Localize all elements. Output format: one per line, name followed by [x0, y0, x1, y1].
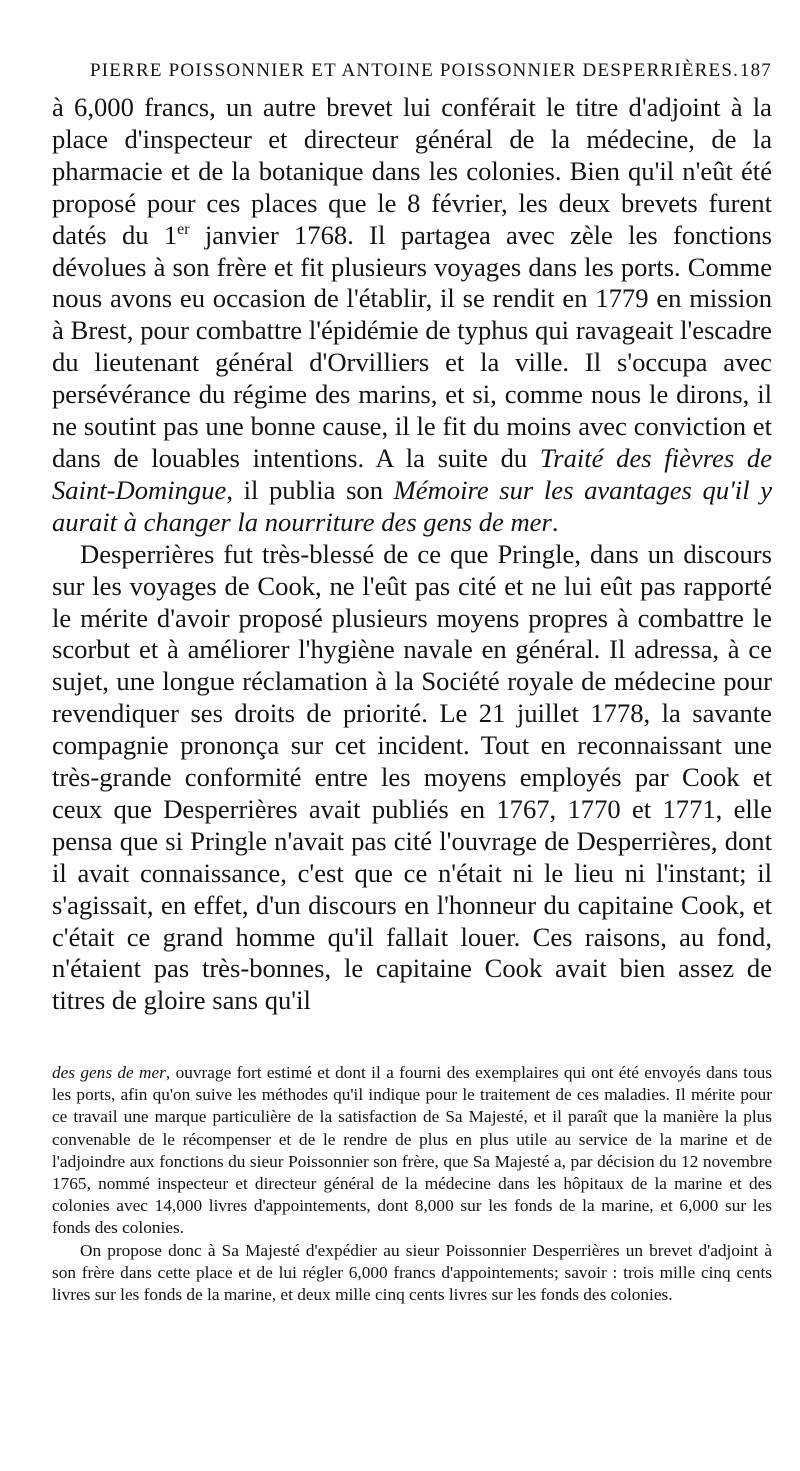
paragraph-1-text-c: , il publia son — [226, 474, 394, 505]
paragraph-1-text-a: à 6,000 francs, un autre brevet lui conférait le titre d'adjoint à la place d'inspecteur et directeur général de la médecine, de la pharmacie et de la botanique dans les colonies. Bien qu'il n'eût été proposé pour ces places que le 8 février, les deux brevets furent datés du 1 — [52, 92, 772, 250]
paragraph-1-text-b: janvier 1768. Il partagea avec zèle les fonctions dévolues à son frère et fit plusieurs voyages dans les ports. Comme nous avons eu occasion de l'établir, il se rendit en 1779 en mission à Brest, pour combattre l'épidémie de typhus qui ravageait l'escadre du lieutenant général d'Orvilliers et la ville. Il s'occupa avec persévérance du régime des marins, et si, comme nous le dirons, il ne soutint pas une bonne cause, il le fit du moins avec conviction et dans de louables intentions. A la suite du — [52, 219, 772, 473]
running-head — [90, 60, 772, 82]
footnotes — [52, 1062, 772, 1306]
paragraph-1-text-d: . — [551, 506, 559, 537]
footnote-italic-title: des gens de mer — [52, 1063, 166, 1082]
work-title-memoire: Mémoire sur les avantages qu'il y aurait à changer la nourriture des gens de mer — [52, 474, 773, 537]
running-title: PIERRE POISSONNIER ET ANTOINE POISSONNIER DESPERRIÈRES. — [90, 60, 740, 81]
paragraph-1 — [52, 92, 772, 539]
page-number: 187 — [739, 60, 772, 81]
footnote-paragraph-2: On propose donc à Sa Majesté d'expédier au sieur Poissonnier Desperrières un brevet d'adjoint à son frère dans cette place et de lui régler 6,000 francs d'appointements; savoir : trois mille cinq cents livres sur les fonds de la marine, et deux mille cinq cents livres sur les fonds des colonies. — [52, 1240, 772, 1305]
footnote-continuation — [52, 1062, 772, 1240]
ordinal-superscript: er — [177, 220, 190, 238]
footnote-continuation-text: , ouvrage fort estimé et dont il a fourni des exemplaires qui ont été envoyés dans tous les ports, afin qu'on suive les méthodes qu'il indique pour le traitement de ces maladies. Il mérite pour ce travail une marque particulière de la satisfaction de Sa Majesté, et il paraît que la manière la plus convenable de le récompenser et de le rendre de plus en plus utile au service de la marine et de l'adjoindre aux fonctions du sieur Poissonnier son frère, que Sa Majesté a, par décision du 12 novembre 1765, nommé inspecteur et directeur général de la médecine dans les hôpitaux de la marine et des colonies avec 14,000 livres d'appointements, dont 8,000 sur les fonds de la marine, et 6,000 sur les fonds des colonies. — [52, 1063, 772, 1238]
work-title-fievres: Traité des fièvres de Saint-Domingue — [52, 442, 773, 505]
paragraph-2: Desperrières fut très-blessé de ce que Pringle, dans un discours sur les voyages de Cook, ne l'eût pas cité et ne lui eût pas rapporté le mérite d'avoir proposé plusieurs moyens propres à combattre le scorbut et à améliorer l'hygiène navale en général. Il adressa, à ce sujet, une longue réclamation à la Société royale de médecine pour revendiquer ses droits de priorité. Le 21 juillet 1778, la savante compagnie prononça sur cet incident. Tout en reconnaissant une très-grande conformité entre les moyens employés par Cook et ceux que Desperrières avait publiés en 1767, 1770 et 1771, elle pensa que si Pringle n'avait pas cité l'ouvrage de Desperrières, dont il avait connaissance, c'est que ce n'était ni le lieu ni l'instant; il s'agissait, en effet, d'un discours en l'honneur du capitaine Cook, et c'était ce grand homme qu'il fallait louer. Ces raisons, au fond, n'étaient pas très-bonnes, le capitaine Cook avait bien assez de titres de gloire sans qu'il — [52, 538, 772, 1016]
main-text — [52, 92, 772, 1017]
